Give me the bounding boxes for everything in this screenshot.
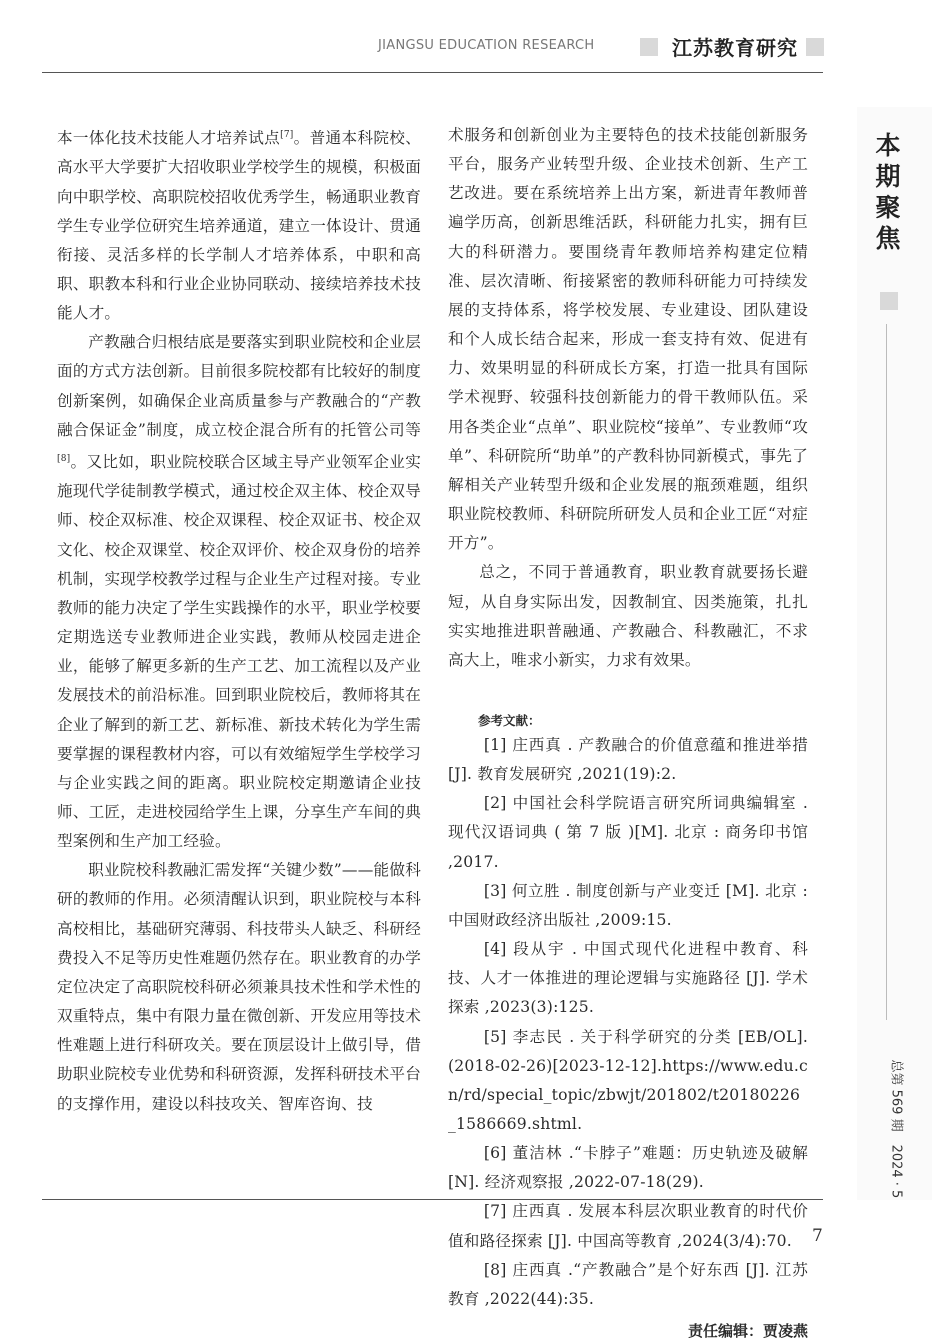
citation: [8] [57,453,71,464]
header-square-left [640,38,658,56]
right-column [448,121,808,1344]
page-number: 7 [812,1226,823,1246]
sidebar [857,107,932,1200]
paragraph [57,121,421,328]
left-column [57,121,421,1119]
paragraph: 总之，不同于普通教育，职业教育就要扬长避短，从自身实际出发，因教制宜、因类施策，扎扎实实地推进职普融通、产教融合、科教融汇，不求高大上，唯求小新实，力求有效果。 [448,563,808,669]
references-list [448,731,808,1314]
reference-item: [3] 何立胜 . 制度创新与产业变迁 [M]. 北京 : 中国财政经济出版社 ,2009:15. [448,881,808,929]
references-title: 参考文献： [478,712,541,728]
paragraph: 职业院校科教融汇需发挥“关键少数”——能做科研的教师的作用。必须清醒认识到，职业院校与本科高校相比，基础研究薄弱、科技带头人缺乏、科研经费投入不足等历史性难题仍然存在。职业教育的办学定位决定了高职院校科研必须兼具技术性和学术性的双重特点，集中有限力量在微创新、开发应用等技术性难题上进行科研攻关。要在顶层设计上做引导，借助职业院校专业优势和科研资源，发挥科研技术平台的支撑作用，建设以科技攻关、智库咨询、技 [57,861,421,1113]
text: 。又比如，职业院校联合区域主导产业领军企业实施现代学徒制教学模式，通过校企双主体、校企双导师、校企双标准、校企双课程、校企双证书、校企双文化、校企双课堂、校企双评价、校企双身份的培养机制，实现学校教学过程与企业生产过程对接。专业教师的能力决定了学生实践操作的水平，职业学校要定期选送专业教师进企业实践，教师从校园走进企业，能够了解更多新的生产工艺、加工流程以及产业发展技术的前沿标准。回到职业院校后，教师将其在企业了解到的新工艺、新标准、新技术转化为学生需要掌握的课程教材内容，可以有效缩短学生学校学习与企业实践之间的距离。职业院校定期邀请企业技师、工匠，走进校园给学生上课，分享生产车间的典型案例和生产加工经验。 [57,453,421,851]
header-square-right [806,38,824,56]
reference-item: [6] 董洁林 .“卡脖子”难题：历史轨迹及破解 [N]. 经济观察报 ,2022-07-18(29). [448,1144,808,1192]
journal-logo: 江苏教育研究 [672,36,798,60]
reference-item: [2] 中国社会科学院语言研究所词典编辑室 . 现代汉语词典 ( 第 7 版 )[M]. 北京 : 商务印书馆 ,2017. [448,794,808,871]
text: 产教融合归根结底是要落实到职业院校和企业层面的方式方法创新。目前很多院校都有比较好的制度创新案例，如确保企业高质量参与产教融合的“产教融合保证金”制度，成立校企混合所有的托管公司等 [57,333,421,439]
reference-item: [1] 庄西真 . 产教融合的价值意蕴和推进举措 [J]. 教育发展研究 ,2021(19):2. [448,735,808,784]
paragraph [57,328,421,856]
header-rule [42,72,823,73]
sidebar-square [880,292,898,310]
citation: [7] [280,130,294,140]
sidebar-line [886,324,887,1020]
text: 本一体化技术技能人才培养试点 [57,129,281,148]
footer-rule [42,1199,823,1200]
responsible-editor: 责任编辑：贾凌燕 [687,1322,808,1341]
reference-item: [8] 庄西真 .“产教融合”是个好东西 [J]. 江苏教育 ,2022(44):35. [448,1260,808,1308]
reference-item: [4] 段从宇 . 中国式现代化进程中教育、科技、人才一体推进的理论逻辑与实施路径 [J]. 学术探索 ,2023(3):125. [448,940,808,1017]
section-title: 本期聚焦 [875,131,901,253]
issue-info: 总第 569 期 2024 · 5 [888,1059,904,1199]
reference-item: [7] 庄西真 . 发展本科层次职业教育的时代价值和路径探索 [J]. 中国高等教育 ,2024(3/4):70. [448,1202,808,1250]
journal-english-name: JIANGSU EDUCATION RESEARCH [378,38,595,53]
paragraph: 术服务和创新创业为主要特色的技术技能创新服务平台，服务产业转型升级、企业技术创新、生产工艺改进。要在系统培养上出方案，新进青年教师普遍学历高，创新思维活跃，科研能力扎实，拥有巨大的科研潜力。要围绕青年教师培养构建定位精准、层次清晰、衔接紧密的教师科研能力可持续发展的支持体系，将学校发展、专业建设、团队建设和个人成长结合起来，形成一套支持有效、促进有力、效果明显的科研成长方案，打造一批具有国际学术视野、较强科技创新能力的骨干教师队伍。采用各类企业“点单”、职业院校“接单”、专业教师“攻单”、科研院所“助单”的产教科协同新模式，事先了解相关产业转型升级和企业发展的瓶颈难题，组织职业院校教师、科研院所研发人员和企业工匠“对症开方”。 [448,126,808,553]
reference-item: [5] 李志民 . 关于科学研究的分类 [EB/OL].(2018-02-26)[2023-12-12].https://www.edu.cn/rd/special_topic/zbwjt/201802/t20180226_1586669.shtml. [448,1027,808,1133]
text: 。普通本科院校、高水平大学要扩大招收职业学校学生的规模，积极面向中职学校、高职院校招收优秀学生，畅通职业教育学生专业学位研究生培养通道，建立一体设计、贯通衔接、灵活多样的长学制人才培养体系，中职和高职、职教本科和行业企业协同联动、接续培养技术技能人才。 [57,129,421,323]
